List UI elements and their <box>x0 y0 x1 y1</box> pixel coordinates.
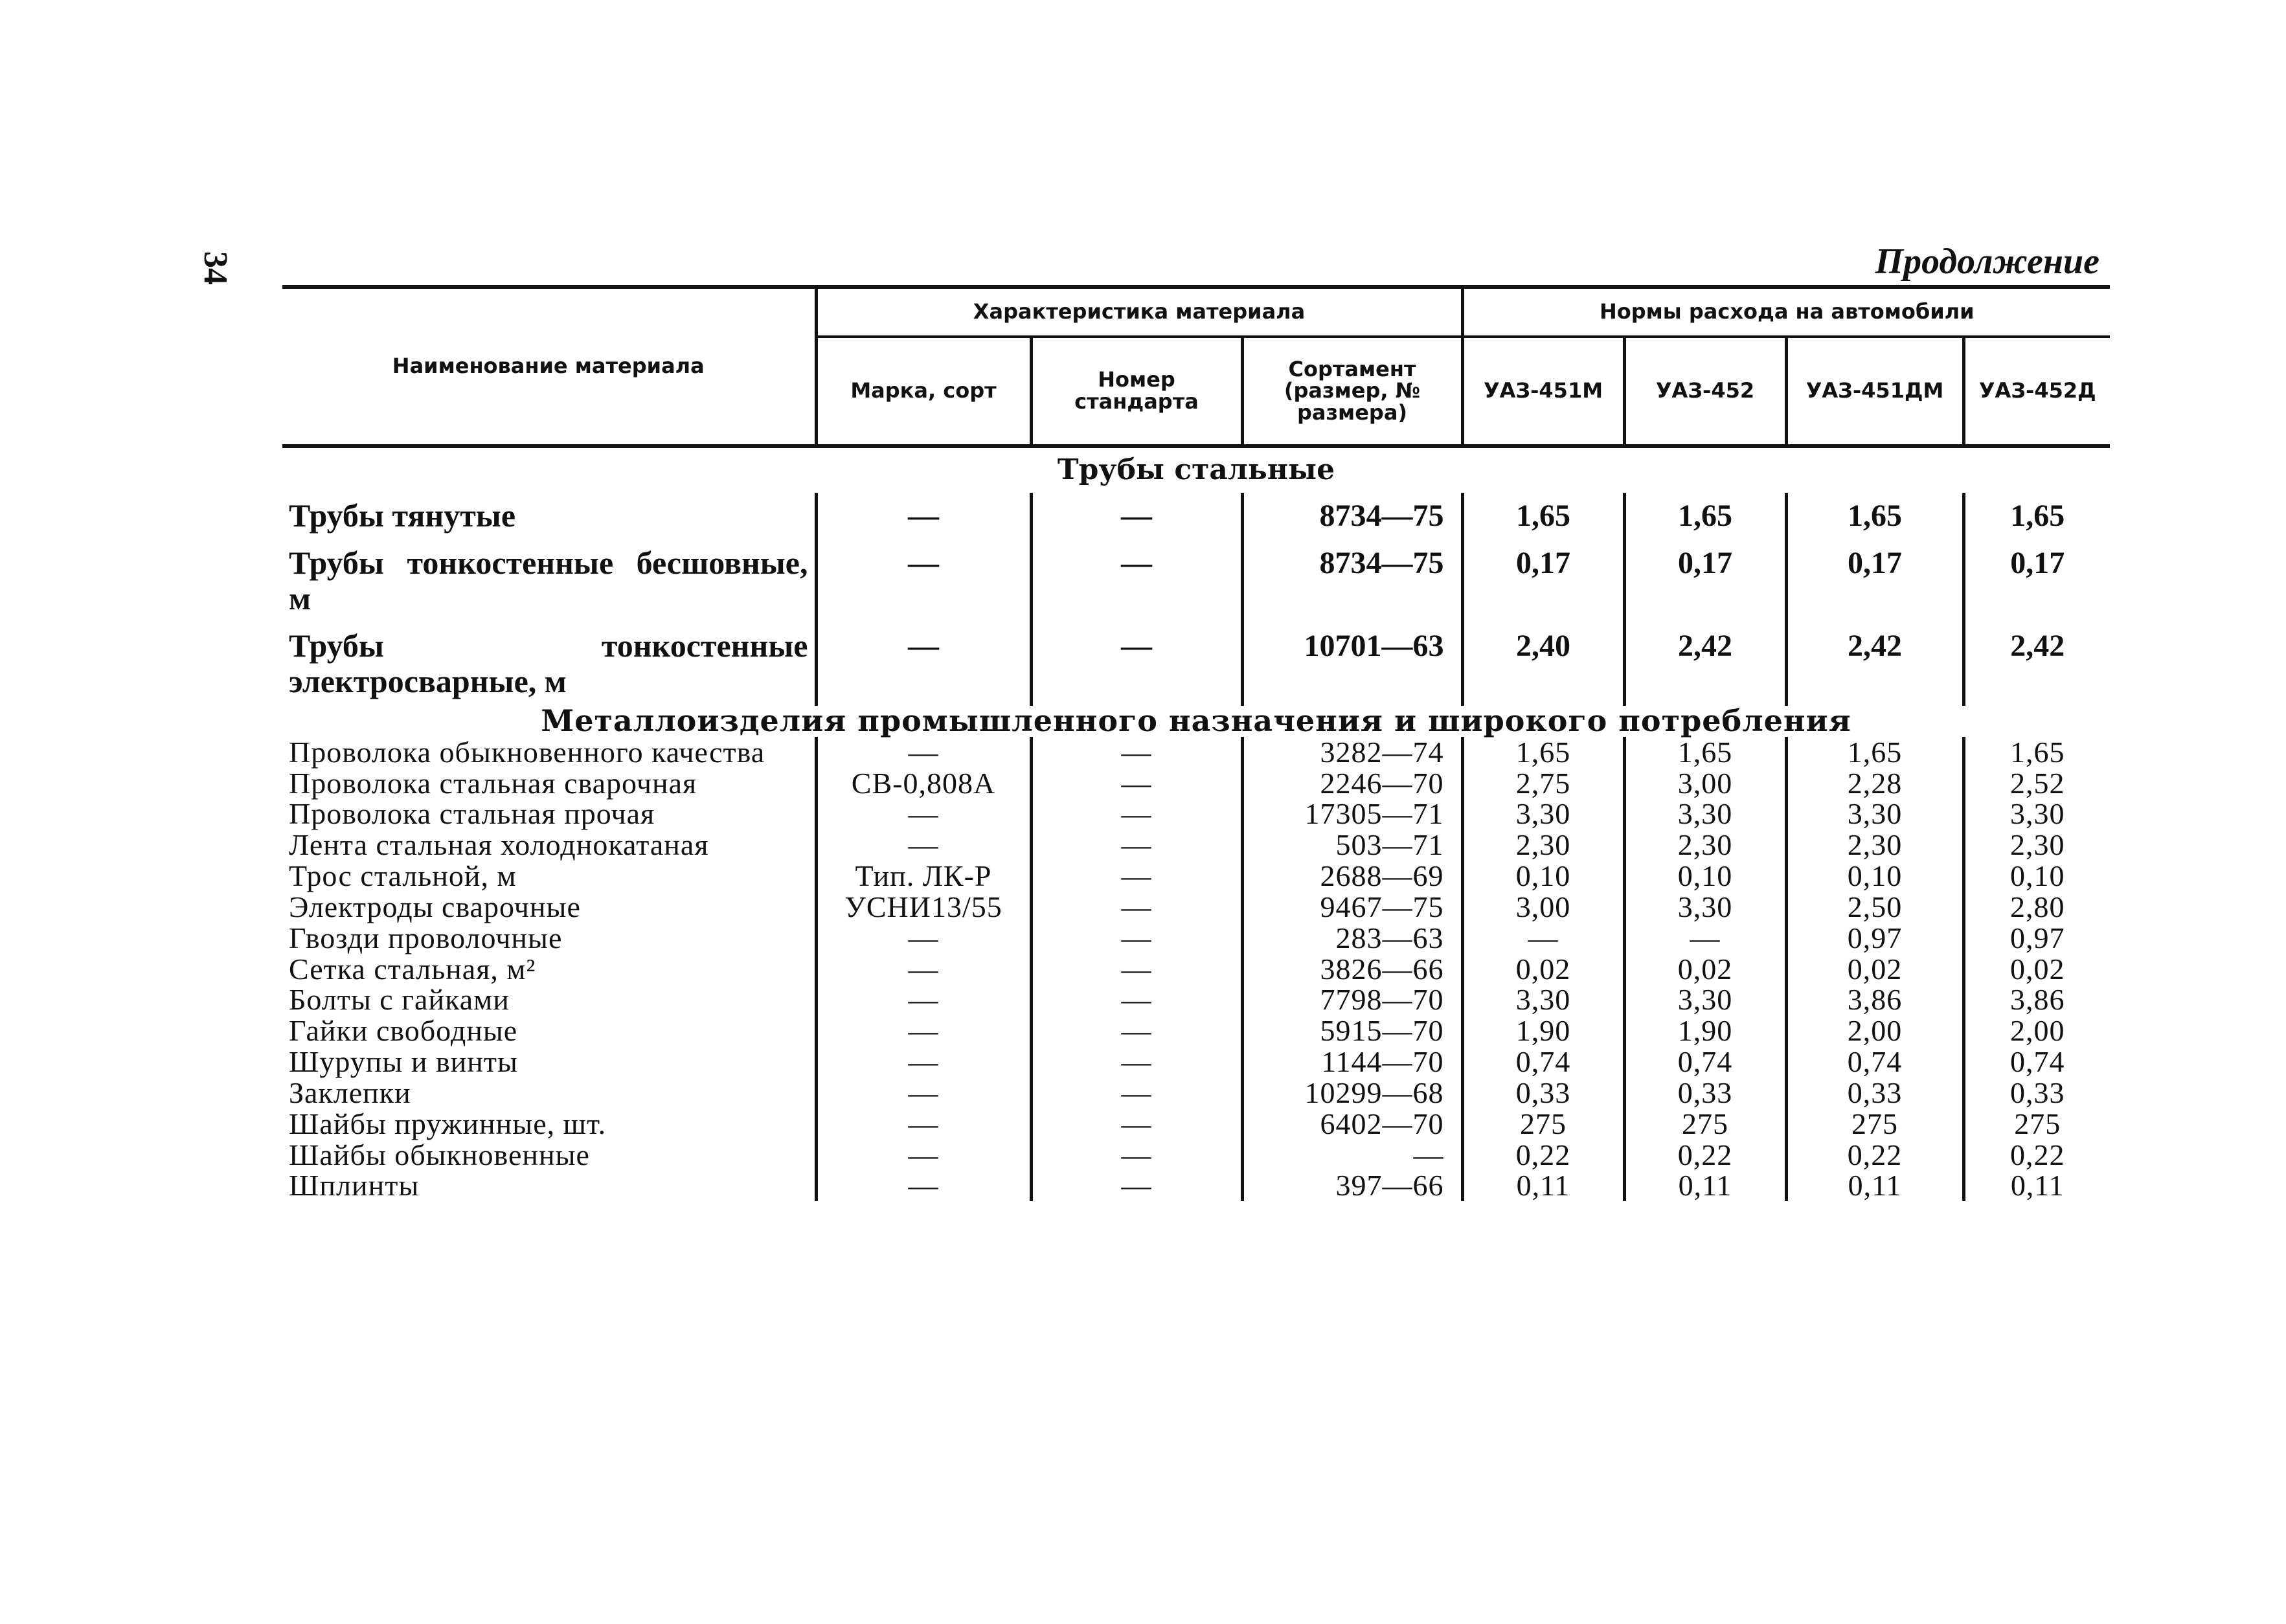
material-name: Болты с гайками <box>289 983 510 1017</box>
table-row <box>282 1046 2110 1077</box>
material-assortment: 283—63 <box>1242 923 1462 954</box>
material-mark: — <box>816 954 1031 985</box>
material-assortment: 3282—74 <box>1242 737 1462 768</box>
norm-value: 2,00 <box>1786 1015 1963 1046</box>
norm-value: 0,74 <box>1786 1046 1963 1077</box>
norm-value: 2,28 <box>1786 768 1963 799</box>
material-name: Трубы тонкостенные бесшовные, м <box>289 545 808 616</box>
material-assortment: 503—71 <box>1242 829 1462 861</box>
continuation-label: Продолжение <box>1875 242 2099 282</box>
header-characteristic: Характеристика материала <box>816 287 1462 337</box>
material-standard: — <box>1031 892 1242 923</box>
header-mark: Марка, сорт <box>816 337 1031 446</box>
material-mark: — <box>816 829 1031 861</box>
material-assortment: 17305—71 <box>1242 798 1462 829</box>
material-assortment: 10299—68 <box>1242 1077 1462 1109</box>
table-row <box>282 1109 2110 1140</box>
section-title: Трубы стальные <box>1057 453 1335 486</box>
norm-value: 1,65 <box>1963 737 2110 768</box>
header-norms: Нормы расхода на автомобили <box>1462 287 2110 337</box>
norm-value: 2,30 <box>1786 829 1963 861</box>
section-metal-products <box>282 703 2110 1202</box>
material-mark: УСНИ13/55 <box>816 892 1031 923</box>
material-standard: — <box>1031 1046 1242 1077</box>
norm-value: 275 <box>1462 1109 1624 1140</box>
norm-value: 2,30 <box>1624 829 1786 861</box>
table-row <box>282 737 2110 768</box>
norm-value: 0,33 <box>1786 1077 1963 1109</box>
material-mark: — <box>816 1046 1031 1077</box>
norm-value: 0,74 <box>1624 1046 1786 1077</box>
material-mark: — <box>816 737 1031 768</box>
norm-value: 0,10 <box>1786 861 1963 892</box>
material-name: Электроды сварочные <box>289 890 581 923</box>
table-row <box>282 923 2110 954</box>
norm-value: 1,65 <box>1462 737 1624 768</box>
material-name: Проволока стальная сварочная <box>289 766 697 800</box>
norm-value: 3,30 <box>1963 798 2110 829</box>
material-mark: — <box>816 1015 1031 1046</box>
material-name: Трубы тянутые <box>289 497 516 534</box>
norm-value: 2,42 <box>1786 623 1963 706</box>
norm-value: — <box>1624 923 1786 954</box>
norm-value: 0,17 <box>1624 540 1786 623</box>
material-assortment: 10701—63 <box>1242 623 1462 706</box>
header-standard: Номер стандарта <box>1031 337 1242 446</box>
material-assortment: 1144—70 <box>1242 1046 1462 1077</box>
material-assortment: 9467—75 <box>1242 892 1462 923</box>
norm-value: 3,30 <box>1786 798 1963 829</box>
material-name: Шайбы пружинные, шт. <box>289 1107 607 1140</box>
material-mark: Тип. ЛК-Р <box>816 861 1031 892</box>
material-assortment: 7798—70 <box>1242 984 1462 1015</box>
material-mark: — <box>816 923 1031 954</box>
norm-value: 3,30 <box>1462 798 1624 829</box>
material-standard: — <box>1031 798 1242 829</box>
material-mark: — <box>816 493 1031 540</box>
material-standard: — <box>1031 1170 1242 1201</box>
norm-value: 3,86 <box>1786 984 1963 1015</box>
material-mark: — <box>816 798 1031 829</box>
material-name: Трубы тонкостенные электросварные, м <box>289 627 808 699</box>
norm-value: 0,33 <box>1963 1077 2110 1109</box>
norm-value: 1,65 <box>1963 493 2110 540</box>
material-mark: — <box>816 1109 1031 1140</box>
norm-value: 0,10 <box>1963 861 2110 892</box>
norm-value: 0,74 <box>1462 1046 1624 1077</box>
header-assortment: Сортамент (размер, № размера) <box>1242 337 1462 446</box>
norm-value: 3,30 <box>1624 798 1786 829</box>
norm-value: 3,00 <box>1462 892 1624 923</box>
norm-value: 0,97 <box>1963 923 2110 954</box>
materials-table-container <box>282 285 2110 1201</box>
material-assortment: 8734—75 <box>1242 493 1462 540</box>
table-row <box>282 829 2110 861</box>
norm-value: 1,65 <box>1462 493 1624 540</box>
norm-value: 3,86 <box>1963 984 2110 1015</box>
material-standard: — <box>1031 623 1242 706</box>
material-name: Проволока стальная прочая <box>289 797 655 831</box>
norm-value: 2,42 <box>1963 623 2110 706</box>
norm-value: 0,02 <box>1624 954 1786 985</box>
norm-value: 275 <box>1963 1109 2110 1140</box>
material-mark: — <box>816 1170 1031 1201</box>
norm-value: 1,90 <box>1624 1015 1786 1046</box>
material-standard: — <box>1031 1077 1242 1109</box>
material-standard: — <box>1031 768 1242 799</box>
norm-value: 0,11 <box>1624 1170 1786 1201</box>
norm-value: 2,75 <box>1462 768 1624 799</box>
material-standard: — <box>1031 861 1242 892</box>
norm-value: 2,80 <box>1963 892 2110 923</box>
material-assortment: — <box>1242 1140 1462 1171</box>
materials-table <box>282 285 2110 1201</box>
norm-value: 0,17 <box>1462 540 1624 623</box>
norm-value: 1,90 <box>1462 1015 1624 1046</box>
table-row <box>282 954 2110 985</box>
material-assortment: 8734—75 <box>1242 540 1462 623</box>
table-row <box>282 984 2110 1015</box>
table-row <box>282 892 2110 923</box>
material-standard: — <box>1031 493 1242 540</box>
material-mark: — <box>816 540 1031 623</box>
header-model-uaz-452: УАЗ-452 <box>1624 337 1786 446</box>
norm-value: 0,17 <box>1963 540 2110 623</box>
norm-value: 1,65 <box>1786 493 1963 540</box>
norm-value: 0,11 <box>1786 1170 1963 1201</box>
norm-value: 0,11 <box>1963 1170 2110 1201</box>
header-model-uaz-452d: УАЗ-452Д <box>1963 337 2110 446</box>
norm-value: 0,17 <box>1786 540 1963 623</box>
norm-value: 275 <box>1624 1109 1786 1140</box>
norm-value: 0,02 <box>1963 954 2110 985</box>
material-assortment: 6402—70 <box>1242 1109 1462 1140</box>
material-standard: — <box>1031 1015 1242 1046</box>
norm-value: 1,65 <box>1786 737 1963 768</box>
norm-value: 3,30 <box>1624 984 1786 1015</box>
material-name: Сетка стальная, м² <box>289 952 536 986</box>
norm-value: 1,65 <box>1624 493 1786 540</box>
material-mark: — <box>816 623 1031 706</box>
material-name: Гайки свободные <box>289 1014 518 1048</box>
norm-value: 0,33 <box>1624 1077 1786 1109</box>
header-model-uaz-451dm: УАЗ-451ДМ <box>1786 337 1963 446</box>
material-standard: — <box>1031 1109 1242 1140</box>
section-steel-pipes <box>282 446 2110 706</box>
material-mark: СВ-0,808А <box>816 768 1031 799</box>
page-number: 34 <box>197 251 234 285</box>
norm-value: 0,02 <box>1462 954 1624 985</box>
material-standard: — <box>1031 737 1242 768</box>
norm-value: 1,65 <box>1624 737 1786 768</box>
material-name: Трос стальной, м <box>289 859 517 893</box>
material-standard: — <box>1031 954 1242 985</box>
material-standard: — <box>1031 984 1242 1015</box>
norm-value: 3,30 <box>1462 984 1624 1015</box>
table-row <box>282 1077 2110 1109</box>
section-title: Металлоизделия промышленного назначения и широкого потребления <box>541 703 1851 738</box>
material-name: Проволока обыкновенного качества <box>289 735 765 769</box>
material-assortment: 2246—70 <box>1242 768 1462 799</box>
material-name: Заклепки <box>289 1076 411 1109</box>
material-name: Шурупы и винты <box>289 1045 518 1079</box>
table-row <box>282 540 2110 623</box>
table-row <box>282 623 2110 706</box>
material-mark: — <box>816 1140 1031 1171</box>
norm-value: 2,30 <box>1462 829 1624 861</box>
table-header <box>282 287 2110 446</box>
norm-value: 2,30 <box>1963 829 2110 861</box>
material-standard: — <box>1031 923 1242 954</box>
material-mark: — <box>816 1077 1031 1109</box>
norm-value: 275 <box>1786 1109 1963 1140</box>
table-row <box>282 1140 2110 1171</box>
header-material-name: Наименование материала <box>282 287 816 446</box>
material-assortment: 5915—70 <box>1242 1015 1462 1046</box>
table-row <box>282 1015 2110 1046</box>
norm-value: 0,10 <box>1624 861 1786 892</box>
material-name: Гвозди проволочные <box>289 921 563 954</box>
norm-value: 0,22 <box>1462 1140 1624 1171</box>
table-row <box>282 798 2110 829</box>
norm-value: 2,40 <box>1462 623 1624 706</box>
norm-value: 2,50 <box>1786 892 1963 923</box>
norm-value: 0,74 <box>1963 1046 2110 1077</box>
norm-value: 2,00 <box>1963 1015 2110 1046</box>
material-standard: — <box>1031 1140 1242 1171</box>
material-assortment: 3826—66 <box>1242 954 1462 985</box>
material-assortment: 397—66 <box>1242 1170 1462 1201</box>
material-mark: — <box>816 984 1031 1015</box>
material-assortment: 2688—69 <box>1242 861 1462 892</box>
norm-value: 0,33 <box>1462 1077 1624 1109</box>
material-standard: — <box>1031 540 1242 623</box>
material-name: Шайбы обыкновенные <box>289 1138 590 1171</box>
norm-value: 0,97 <box>1786 923 1963 954</box>
table-row <box>282 493 2110 540</box>
material-name: Шплинты <box>289 1169 420 1202</box>
table-row <box>282 1170 2110 1201</box>
material-standard: — <box>1031 829 1242 861</box>
norm-value: 0,22 <box>1963 1140 2110 1171</box>
norm-value: 0,22 <box>1786 1140 1963 1171</box>
table-row <box>282 768 2110 799</box>
norm-value: 2,42 <box>1624 623 1786 706</box>
norm-value: 2,52 <box>1963 768 2110 799</box>
norm-value: 3,00 <box>1624 768 1786 799</box>
norm-value: 0,10 <box>1462 861 1624 892</box>
norm-value: 0,02 <box>1786 954 1963 985</box>
norm-value: 0,22 <box>1624 1140 1786 1171</box>
material-name: Лента стальная холоднокатаная <box>289 828 709 862</box>
header-model-uaz-451m: УАЗ-451М <box>1462 337 1624 446</box>
norm-value: 3,30 <box>1624 892 1786 923</box>
table-row <box>282 861 2110 892</box>
norm-value: 0,11 <box>1462 1170 1624 1201</box>
norm-value: — <box>1462 923 1624 954</box>
